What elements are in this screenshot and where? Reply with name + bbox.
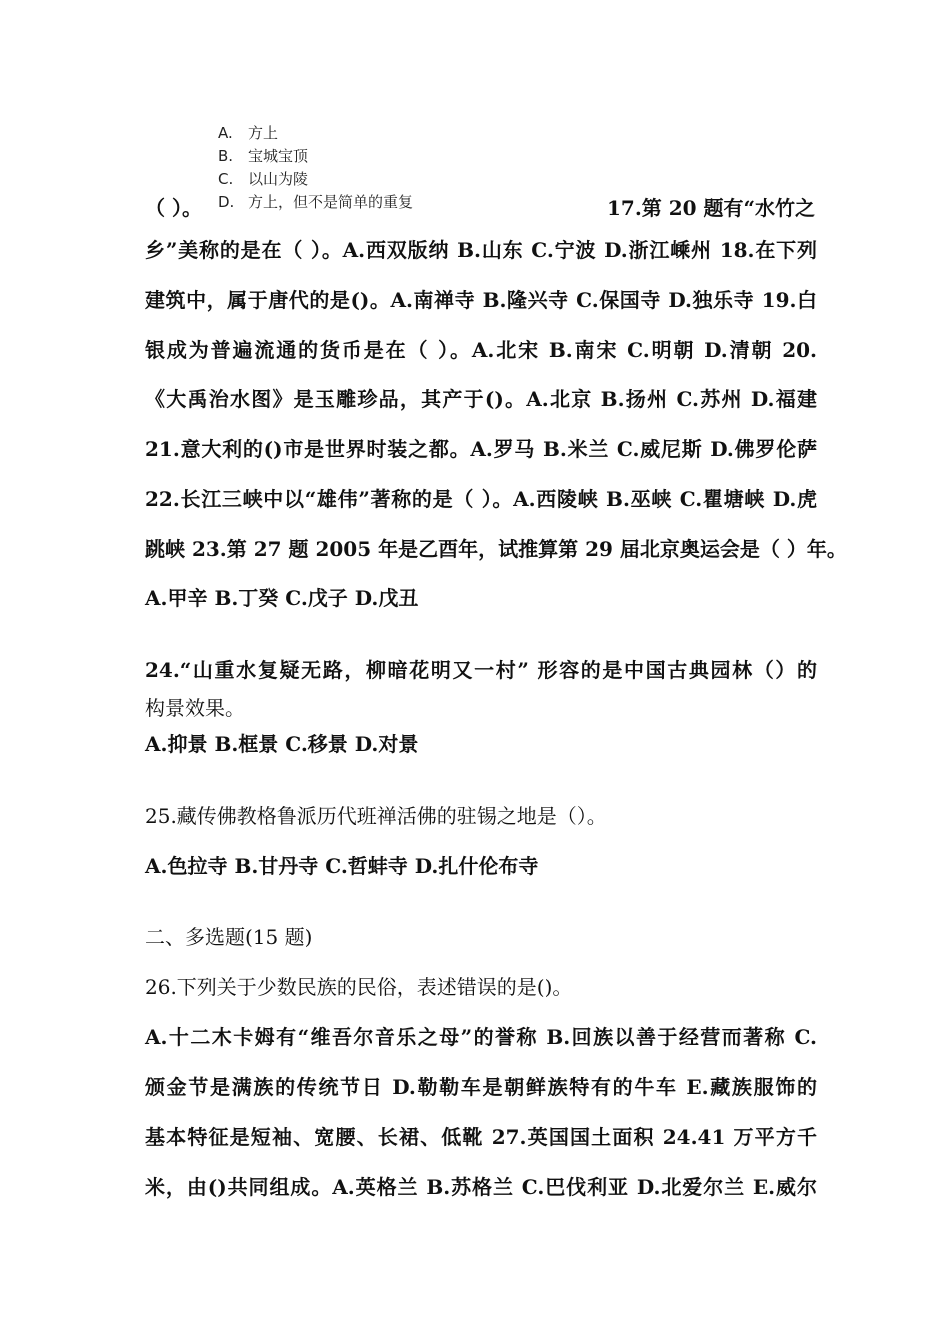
text-line: 17.第 20 题有“水竹之: [607, 196, 816, 220]
option-key: B.: [218, 147, 234, 165]
text-line: 24.“山重水复疑无路，柳暗花明又一村” 形容的是中国古典园林（）的: [145, 658, 817, 682]
text-line: 建筑中，属于唐代的是()。A.南禅寺 B.隆兴寺 C.保国寺 D.独乐寺 19.白: [145, 288, 817, 312]
text-line: 22.长江三峡中以“雄伟”著称的是（ ）。A.西陵峡 B.巫峡 C.瞿塘峡 D.虎: [145, 487, 817, 511]
option-text: 方上，但不是简单的重复: [248, 193, 414, 211]
section-heading: 二、多选题(15 题): [145, 925, 313, 949]
option-item: [218, 145, 638, 168]
option-text: 宝城宝顶: [248, 147, 309, 165]
text-line: 21.意大利的()市是世界时装之都。A.罗马 B.米兰 C.威尼斯 D.佛罗伦萨: [145, 437, 817, 461]
text-line: 银成为普遍流通的货币是在（ ）。A.北宋 B.南宋 C.明朝 D.清朝 20.: [145, 338, 817, 362]
text-line: A.十二木卡姆有“维吾尔音乐之母”的誉称 B.回族以善于经营而著称 C.: [145, 1025, 817, 1049]
option-item: [218, 122, 638, 145]
text-line: 25.藏传佛教格鲁派历代班禅活佛的驻锡之地是（）。: [145, 804, 607, 828]
option-item: [218, 168, 638, 191]
option-key: C.: [218, 170, 234, 188]
text-line: 米，由()共同组成。A.英格兰 B.苏格兰 C.巴伐利亚 D.北爱尔兰 E.威尔: [145, 1175, 817, 1199]
text-line: 乡”美称的是在（ ）。A.西双版纳 B.山东 C.宁波 D.浙江嵊州 18.在下列: [145, 238, 817, 262]
text-line: （ ）。: [145, 196, 202, 220]
text-line: 跳峡 23.第 27 题 2005 年是乙酉年，试推算第 29 届北京奥运会是（ ）年。: [145, 537, 847, 561]
text-line: A.甲辛 B.丁癸 C.戊子 D.戊丑: [145, 586, 419, 610]
option-text: 方上: [248, 124, 279, 142]
text-line: 《大禹治水图》是玉雕珍品，其产于()。A.北京 B.扬州 C.苏州 D.福建: [145, 387, 817, 411]
option-text: 以山为陵: [248, 170, 309, 188]
text-line: 颁金节是满族的传统节日 D.勒勒车是朝鲜族特有的牛车 E.藏族服饰的: [145, 1075, 817, 1099]
text-line: 基本特征是短袖、宽腰、长裙、低靴 27.英国国土面积 24.41 万平方千: [145, 1125, 817, 1149]
text-line: A.色拉寺 B.甘丹寺 C.哲蚌寺 D.扎什伦布寺: [145, 854, 539, 878]
option-key: A.: [218, 124, 233, 142]
option-key: D.: [218, 193, 235, 211]
text-line: A.抑景 B.框景 C.移景 D.对景: [145, 732, 419, 756]
text-line: 构景效果。: [145, 696, 245, 720]
text-line: 26.下列关于少数民族的民俗，表述错误的是()。: [145, 975, 573, 999]
